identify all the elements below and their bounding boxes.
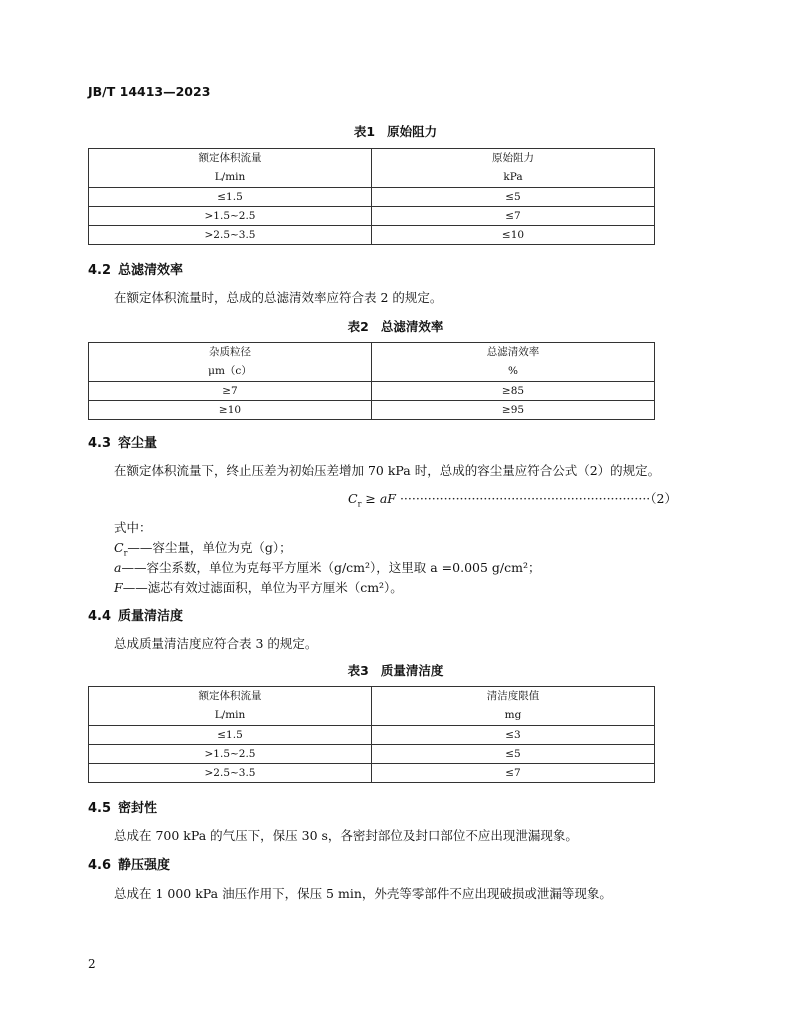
section-4-6-heading: 4.6 静压强度 xyxy=(88,858,171,873)
table-header-cell: 总滤清效率 % xyxy=(372,343,655,382)
table2-caption-no: 表2 xyxy=(347,319,369,334)
table-header-cell: 清洁度限值 mg xyxy=(372,687,655,726)
section-4-2-heading: 4.2 总滤清效率 xyxy=(88,263,184,278)
table-row xyxy=(89,401,655,420)
table-cell: ≤10 xyxy=(372,226,655,245)
formula-2: $C_r$ ≥ aF ·······························································（2） xyxy=(348,491,677,509)
section-4-5-heading: 4.5 密封性 xyxy=(88,801,158,816)
table3-caption-title: 质量清洁度 xyxy=(380,663,444,678)
table-header-row xyxy=(89,343,655,382)
table-header-cell: 额定体积流量 L/min xyxy=(89,149,372,188)
section-4-3-heading: 4.3 容尘量 xyxy=(88,436,158,451)
table-cell: ≥7 xyxy=(89,382,372,401)
section-4-5-text: 总成在 700 kPa 的气压下，保压 30 s，各密封部位及封口部位不应出现泄漏现象。 xyxy=(114,828,578,843)
table-header-row xyxy=(89,687,655,726)
definition-a: a——容尘系数，单位为克每平方厘米（g/cm²），这里取 a =0.005 g/cm²； xyxy=(114,560,541,575)
table2-caption-title: 总滤清效率 xyxy=(380,319,444,334)
table-row xyxy=(89,382,655,401)
table-row xyxy=(89,764,655,783)
section-4-4-heading: 4.4 质量清洁度 xyxy=(88,609,184,624)
table2 xyxy=(88,342,655,420)
table1-caption xyxy=(0,122,791,140)
table-row xyxy=(89,226,655,245)
table1 xyxy=(88,148,655,245)
table-cell: ≤7 xyxy=(372,764,655,783)
table-cell: >2.5~3.5 xyxy=(89,226,372,245)
table-cell: ≤5 xyxy=(372,188,655,207)
table1-caption-no: 表1 xyxy=(353,124,376,139)
table-cell: ≤7 xyxy=(372,207,655,226)
table-cell: >1.5~2.5 xyxy=(89,207,372,226)
table-cell: ≥10 xyxy=(89,401,372,420)
standard-number: JB/T 14413—2023 xyxy=(88,84,211,99)
table-row xyxy=(89,207,655,226)
section-4-3-text: 在额定体积流量下，终止压差为初始压差增加 70 kPa 时，总成的容尘量应符合公式（2）的规定。 xyxy=(114,463,661,478)
table-cell: ≤1.5 xyxy=(89,188,372,207)
table3 xyxy=(88,686,655,783)
table-cell: >1.5~2.5 xyxy=(89,745,372,764)
definition-f: F——滤芯有效过滤面积，单位为平方厘米（cm²）。 xyxy=(114,580,403,595)
table-header-cell: 额定体积流量 L/min xyxy=(89,687,372,726)
table3-caption-no: 表3 xyxy=(347,663,369,678)
definition-cr: $C_r——$容尘量，单位为克（g）； xyxy=(114,540,292,558)
table-header-cell: 杂质粒径 μm（c） xyxy=(89,343,372,382)
section-4-4-text: 总成质量清洁度应符合表 3 的规定。 xyxy=(114,636,318,651)
table-row xyxy=(89,188,655,207)
table-cell: ≤5 xyxy=(372,745,655,764)
section-4-2-text: 在额定体积流量时，总成的总滤清效率应符合表 2 的规定。 xyxy=(114,290,443,305)
table-row xyxy=(89,745,655,764)
page-number: 2 xyxy=(88,957,96,971)
table3-caption xyxy=(0,661,791,679)
where-label: 式中： xyxy=(114,520,152,535)
table-cell: ≥85 xyxy=(372,382,655,401)
section-4-6-text: 总成在 1 000 kPa 油压作用下，保压 5 min，外壳等零部件不应出现破损或泄漏等现象。 xyxy=(114,886,612,901)
table-cell: ≤1.5 xyxy=(89,726,372,745)
table-header-row xyxy=(89,149,655,188)
table-cell: >2.5~3.5 xyxy=(89,764,372,783)
table1-caption-title: 原始阻力 xyxy=(387,124,438,139)
table-cell: ≥95 xyxy=(372,401,655,420)
table-header-cell: 原始阻力 kPa xyxy=(372,149,655,188)
table-row xyxy=(89,726,655,745)
table-cell: ≤3 xyxy=(372,726,655,745)
table2-caption xyxy=(0,317,791,335)
